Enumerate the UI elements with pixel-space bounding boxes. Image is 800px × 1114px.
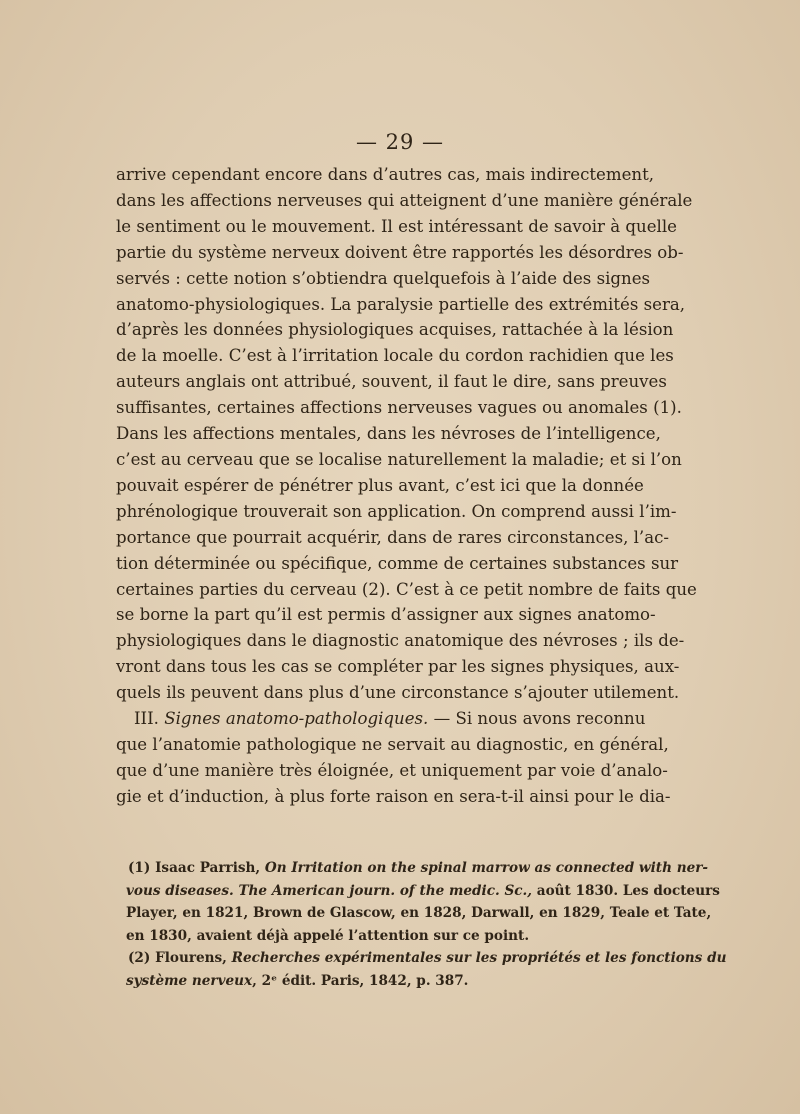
footnotes xyxy=(120,857,727,992)
section-heading-line xyxy=(116,706,646,732)
text-line: d’après les données physiologiques acquises, rattachée à la lésion xyxy=(116,320,674,340)
section-text: — Si nous avons reconnu xyxy=(433,709,646,729)
text-line: partie du système nerveux doivent être rapportés les désordres ob- xyxy=(116,242,684,262)
footnote-marker: (2) xyxy=(128,950,151,966)
footnote-rest: , 2ᵉ édit. Paris, 1842, p. 387. xyxy=(252,972,469,989)
text-line: auteurs anglais ont attribué, souvent, il faut le dire, sans preuves xyxy=(116,372,667,392)
text-line: arrive cependant encore dans d’autres cas, mais indirectement, xyxy=(116,165,655,184)
footnote-1-line-3: Player, en 1821, Brown de Glascow, en 1828, Darwall, en 1829, Teale et Tate, xyxy=(126,905,712,921)
text-line: que l’anatomie pathologique ne servait au diagnostic, en général, xyxy=(116,734,669,754)
text-line: que d’une manière très éloignée, et uniquement par voie d’analo- xyxy=(116,760,668,780)
section-heading: Signes anatomo-pathologiques. xyxy=(164,709,429,729)
text-line: Dans les affections mentales, dans les névroses de l’intelligence, xyxy=(116,424,661,444)
footnote-title-cont: vous diseases. xyxy=(126,882,234,899)
footnote-date: août 1830. Les docteurs xyxy=(536,882,720,899)
footnote-marker: (1) xyxy=(128,860,151,876)
text-line: le sentiment ou le mouvement. Il est intéressant de savoir à quelle xyxy=(116,216,677,236)
footnote-of-the: of the xyxy=(399,882,445,899)
footnote-2-line-2 xyxy=(120,970,640,993)
text-line: servés : cette notion s’obtiendra quelquefois à l’aide des signes xyxy=(116,268,651,288)
text-line: portance que pourrait acquérir, dans de rares circonstances, l’ac- xyxy=(116,527,670,547)
text-line: de la moelle. C’est à l’irritation locale du cordon rachidien que les xyxy=(116,346,674,366)
section-numeral: III. xyxy=(134,709,159,729)
page-number: — 29 — xyxy=(355,130,445,154)
footnote-2-line-1 xyxy=(120,947,727,970)
footnote-title: Recherches expérimentales sur les propriétés et les fonctions du xyxy=(231,950,727,966)
text-line: tion déterminée ou spécifique, comme de certaines substances sur xyxy=(116,553,679,573)
text-line: dans les affections nerveuses qui atteignent d’une manière générale xyxy=(116,190,693,210)
footnote-title-cont: système nerveux xyxy=(126,972,253,989)
text-line: certaines parties du cerveau (2). C’est à ce petit nombre de faits que xyxy=(116,579,697,599)
footnote-title: On Irritation on the spinal marrow as connected with ner- xyxy=(264,860,709,876)
text-line: c’est au cerveau que se localise naturellement la maladie; et si l’on xyxy=(116,449,682,469)
footnote-1-line-2 xyxy=(120,880,720,903)
text-line: phrénologique trouverait son application. On comprend aussi l’im- xyxy=(116,501,677,521)
footnote-1-line-4: en 1830, avaient déjà appelé l’attention sur ce point. xyxy=(126,927,530,944)
body-text xyxy=(116,162,697,810)
footnote-medic: medic. Sc., xyxy=(449,882,533,899)
text-line: suffisantes, certaines affections nerveuses vagues ou anomales (1). xyxy=(116,398,682,418)
text-line: physiologiques dans le diagnostic anatomique des névroses ; ils de- xyxy=(116,631,685,651)
text-line: se borne la part qu’il est permis d’assigner aux signes anatomo- xyxy=(116,605,656,625)
text-line: quels ils peuvent dans plus d’une circonstance s’ajouter utilement. xyxy=(116,683,680,703)
text-line: gie et d’induction, à plus forte raison en sera-t-il ainsi pour le dia- xyxy=(116,786,671,806)
text-line: anatomo-physiologiques. La paralysie partielle des extrémités sera, xyxy=(116,294,686,314)
footnote-journal: The American journ. xyxy=(238,882,396,899)
footnote-author: Isaac Parrish, xyxy=(155,860,261,876)
footnote-1-line-1 xyxy=(120,857,709,880)
footnote-author: Flourens, xyxy=(155,950,227,966)
text-line: vront dans tous les cas se compléter par les signes physiques, aux- xyxy=(116,657,680,677)
text-line: pouvait espérer de pénétrer plus avant, c’est ici que la donnée xyxy=(116,475,644,495)
